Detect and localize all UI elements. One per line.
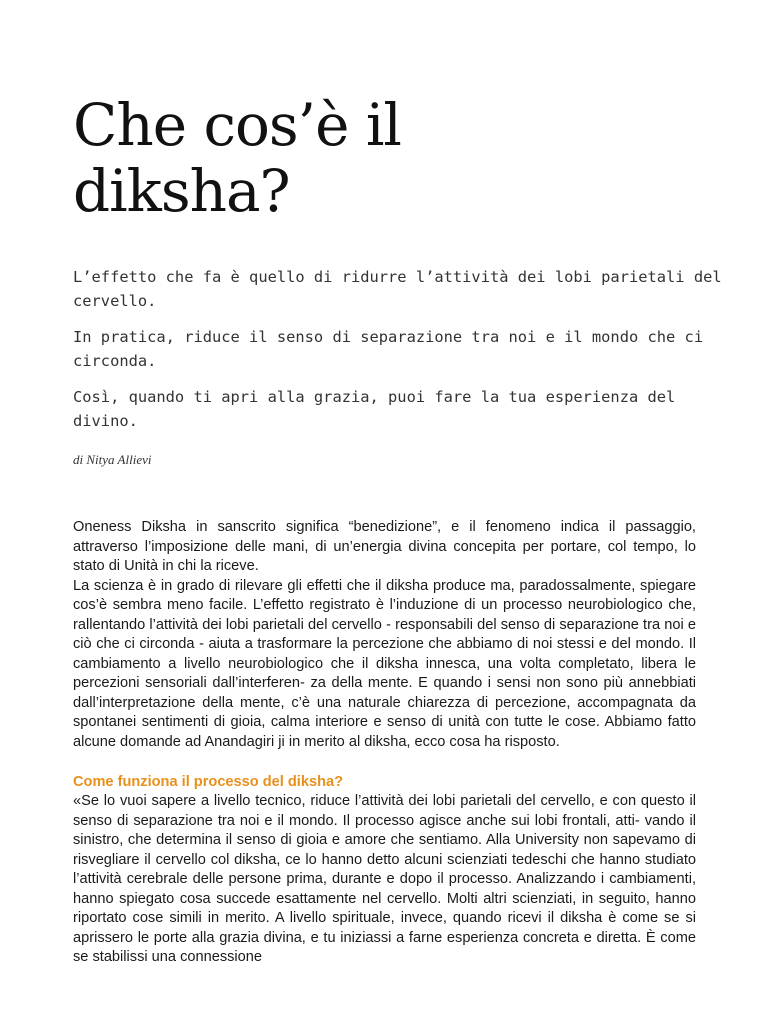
lead-paragraph-1: L’effetto che fa è quello di ridurre l’attività dei lobi parietali del cervello. <box>73 268 722 310</box>
lead-paragraph-2: In pratica, riduce il senso di separazione tra noi e il mondo che ci circonda. <box>73 328 704 370</box>
author-byline: di Nitya Allievi <box>73 452 152 467</box>
paragraph-spacer <box>73 752 696 772</box>
title-line-2: diksha? <box>73 157 290 225</box>
title-line-1: Che cos’è il <box>73 91 401 159</box>
lead-section <box>73 265 733 445</box>
article-title <box>73 92 401 224</box>
body-paragraph-2: La scienza è in grado di rilevare gli effetti che il diksha produce ma, paradossalmente, spiegare cos’è sembra meno facile. L’effetto registrato è l’induzione di un processo neurobiologico che, rallentando l’attività dei lobi parietali del cervello - responsabili del senso di separazione tra noi e ciò che ci circonda - aiuta a trasformare la percezione che abbiamo di noi stessi e del mondo. Il cambiamento a livello neurobiologico che il diksha innesca, una volta completato, libera le percezioni sensoriali dall’interferen- za della mente. E quando i sensi non sono più annebbiati dall’interpretazione della mente, c’è una naturale chiarezza di percezione, accompagnata da spontanei sentimenti di gioia, calma interiore e senso di unità con tutte le cose. Abbiamo fatto alcune domande ad Anandagiri ji in merito al diksha, ecco cosa ha risposto. <box>73 577 696 750</box>
body-paragraph-1: Oneness Diksha in sanscrito significa “benedizione”, e il fenomeno indica il passaggio, attraverso l’imposizione delle mani, di un’energia divina concepita per portare, col tempo, lo stato di Unità in chi la riceve. <box>73 519 696 574</box>
section-paragraph: «Se lo vuoi sapere a livello tecnico, riduce l’attività dei lobi parietali del cervello, e con questo il senso di separazione tra noi e il mondo. Il processo agisce anche sui lobi frontali, atti- vando il sinistro, che determina il senso di gioia e amore che sentiamo. Alla University non sapevamo di risvegliare il cervello col diksha, ce lo hanno detto alcuni scienziati tedeschi che hanno studiato l’attività cerebrale delle persone prima, durante e dopo il processo. Analizzando i cambiamenti, hanno spiegato cosa succede esattamente nel cervello. Molti altri scienziati, in seguito, hanno riportato cose simili in merito. A livello spirituale, invece, quando ricevi il diksha è come se si aprissero le porte alla grazia divina, e tu iniziassi a farne esperienza concreta e diretta. È come se stabilissi una connessione <box>73 793 696 965</box>
section-heading: Come funziona il processo del diksha? <box>73 774 344 790</box>
lead-paragraph-3: Così, quando ti apri alla grazia, puoi fare la tua esperienza del divino. <box>73 388 676 430</box>
article-body <box>73 518 696 968</box>
